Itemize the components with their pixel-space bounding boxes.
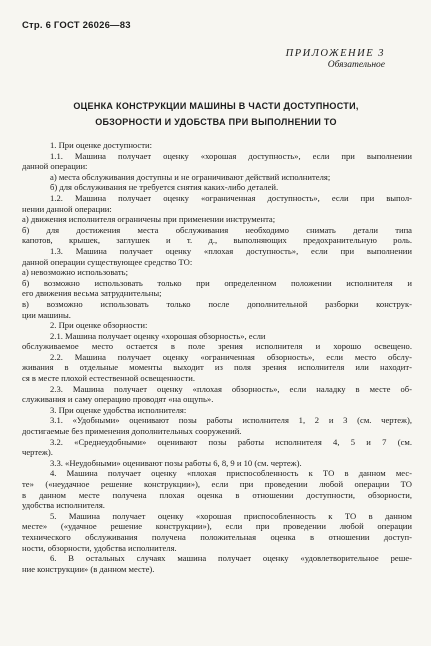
text-line: а) движения исполнителя ограничены при применении инструмента; — [22, 214, 276, 225]
text-line: ние конструкции» (в данном месте). — [22, 563, 155, 574]
text-line: 5. Машина получает оценку «хорошая приспособленность к ТО в данном — [50, 510, 412, 521]
text-line: в данном месте получена плохая оценка в отношении доступности, обзорности, — [22, 489, 412, 500]
text-line: обслуживаемое место остается в поле зрения исполнителя и хорошо освещено. — [22, 341, 412, 352]
text-line: б) возможно использовать только при определенном положении исполнителя и — [22, 277, 412, 288]
text-line: б) для обслуживания не требуется снятия каких-либо деталей. — [50, 182, 279, 193]
appendix-block — [286, 48, 385, 70]
text-line: данной операции существующее средство ТО: — [22, 256, 193, 267]
text-line: а) места обслуживания доступны и не ограничивают действий исполнителя; — [50, 171, 331, 182]
text-line: технического обслуживания получена положительная оценка в отношении доступ- — [22, 531, 412, 542]
text-line: достигаемые без применения дополнительных сооружений. — [22, 426, 242, 437]
text-line: 6. В остальных случаях машина получает оценку «удовлетворительное реше- — [50, 553, 412, 564]
text-line: 2. При оценке обзорности: — [50, 320, 148, 331]
text-line: ности, обзорности, удобства исполнителя. — [22, 542, 177, 553]
text-line: 3.1. «Удобными» оценивают позы работы исполнителя 1, 2 и 3 (см. чертеж), — [50, 415, 412, 426]
text-line: ции машины. — [22, 309, 71, 320]
text-line: ся в месте плохой естественной освещенности. — [22, 373, 195, 384]
text-line: 3.3. «Неудобными» оценивают позы работы 6, 8, 9 и 10 (см. чертеж). — [50, 457, 302, 468]
text-line: 1.2. Машина получает оценку «ограниченная доступность», если при выпол- — [50, 192, 412, 203]
text-line: 2.2. Машина получает оценку «ограниченная обзорность», если место обслу- — [50, 351, 412, 362]
text-line: живания в отдельные моменты выходит из поля зрения исполнителя или находит- — [22, 362, 412, 373]
text-line: 3.2. «Среднеудобными» оценивают позы работы исполнителя 4, 5 и 7 (см. — [50, 436, 412, 447]
text-line: 4. Машина получает оценку «плохая приспособленность к ТО в данном мес- — [50, 468, 412, 479]
text-line: 2.3. Машина получает оценку «плохая обзорность», если наладку в месте об- — [50, 383, 412, 394]
text-line: а) невозможно использовать; — [22, 267, 128, 278]
title-line-2: ОБЗОРНОСТИ И УДОБСТВА ПРИ ВЫПОЛНЕНИИ ТО — [95, 117, 337, 127]
section-title — [22, 98, 410, 130]
appendix-status: Обязательное — [327, 60, 385, 70]
text-line: удобства исполнителя. — [22, 500, 105, 511]
text-line: те» («неудачное решение конструкции»), если при проведении любой операции ТО — [22, 479, 412, 489]
text-line: 1.3. Машина получает оценку «плохая доступность», если при выполнении — [50, 245, 412, 256]
document-body — [22, 140, 412, 574]
text-line: чертеж). — [22, 447, 53, 458]
appendix-label: ПРИЛОЖЕНИЕ 3 — [285, 48, 385, 59]
text-line: 1.1. Машина получает оценку «хорошая доступность», если при выполнении — [50, 150, 412, 161]
text-line: его движения весьма затруднительны; — [22, 288, 162, 299]
title-line-1: ОЦЕНКА КОНСТРУКЦИИ МАШИНЫ В ЧАСТИ ДОСТУПНОСТИ, — [73, 101, 359, 111]
text-line: 2.1. Машина получает оценку «хорошая обзорность», если — [50, 330, 266, 341]
text-line: 3. При оценке удобства исполнителя: — [50, 404, 187, 415]
text-line: 1. При оценке доступности: — [50, 140, 152, 150]
text-line: нении данной операции: — [22, 203, 112, 214]
page-header: Стр. 6 ГОСТ 26026—83 — [22, 20, 131, 31]
text-line: в) возможно использовать только после дополнительной разборки конструк- — [22, 298, 412, 309]
text-line: служивания и саму операцию проводят «на ощупь». — [22, 394, 214, 405]
text-line: месте» («удачное решение конструкции»), если при проведении любой операции — [22, 521, 412, 532]
text-line: капотов, крышек, заглушек и т. д., выполняющих предохранительную роль. — [22, 235, 412, 246]
text-line: б) для достижения места обслуживания необходимо снимать детали типа — [22, 224, 412, 235]
text-line: данной операции: — [22, 161, 88, 172]
